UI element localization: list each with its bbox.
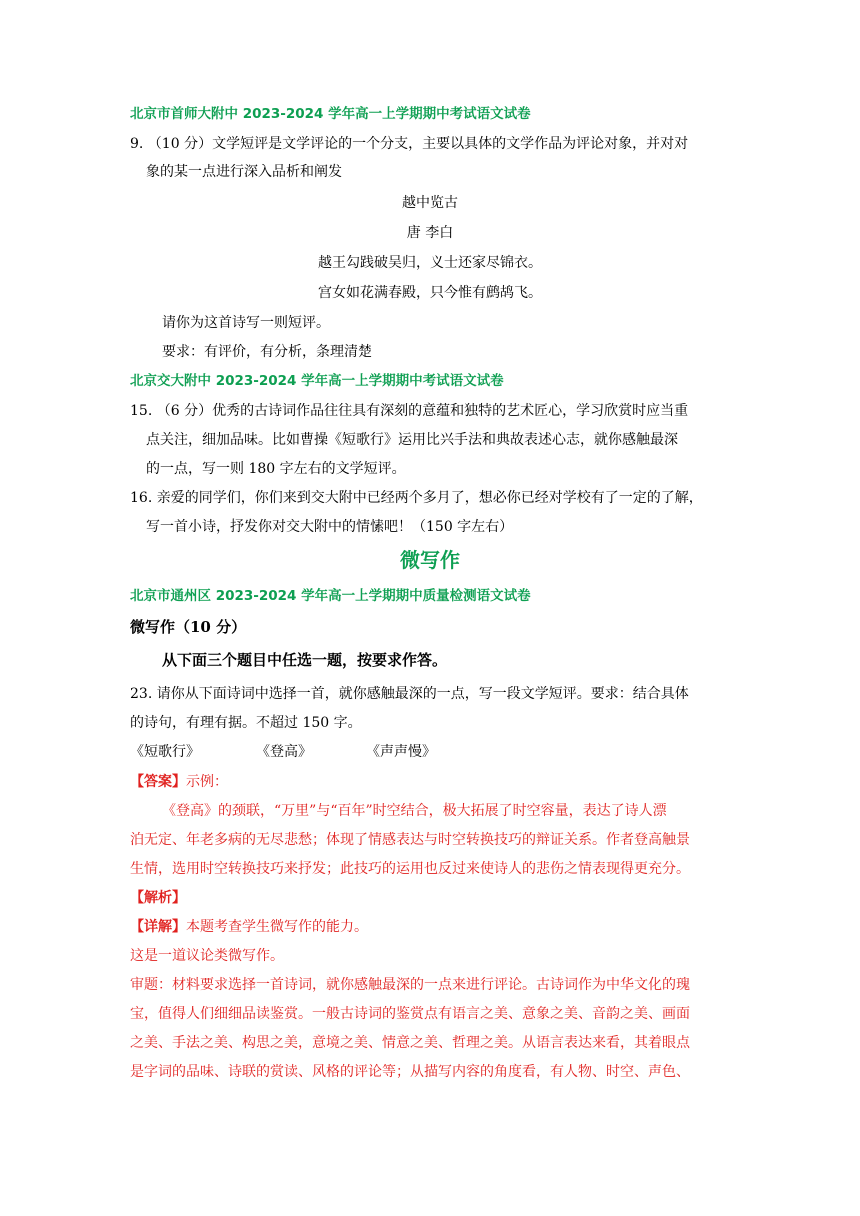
answer-label-tail: 示例： bbox=[186, 774, 228, 790]
detail-label: 【详解】 bbox=[130, 919, 186, 935]
answer-line: 《登高》的颈联，“万里”与“百年”时空结合，极大拓展了时空容量，表达了诗人漂 bbox=[162, 803, 667, 819]
answer-label: 【答案】 bbox=[130, 774, 186, 790]
answer-line: 泊无定、年老多病的无尽悲愁；体现了情感表达与时空转换技巧的辩证关系。作者登高触景 bbox=[130, 832, 690, 848]
detail-line: 这是一道议论类微写作。 bbox=[130, 948, 284, 964]
answer-header bbox=[130, 772, 228, 792]
answer-line: 生情，选用时空转换技巧来抒发；此技巧的运用也反过来使诗人的悲伤之情表现得更充分。 bbox=[130, 861, 690, 877]
source-label: 北京市通州区 2023-2024 学年高一上学期期中质量检测语文试卷 bbox=[130, 588, 531, 604]
question-16-line: 16. 亲爱的同学们，你们来到交大附中已经两个多月了，想必你已经对学校有了一定的了解， bbox=[130, 490, 703, 506]
poem-option: 《登高》 bbox=[256, 744, 312, 760]
detail-label-tail: 本题考查学生微写作的能力。 bbox=[186, 919, 368, 935]
poem-line: 宫女如花满春殿，只今惟有鹧鸪飞。 bbox=[318, 285, 542, 301]
question-23-line: 的诗句，有理有据。不超过 150 字。 bbox=[130, 715, 362, 731]
question-23-line: 23. 请你从下面诗词中选择一首，就你感触最深的一点，写一段文学短评。要求：结合具体 bbox=[130, 686, 689, 702]
question-9-ask: 请你为这首诗写一则短评。 bbox=[162, 315, 330, 331]
question-15-line: 点关注，细加品味。比如曹操《短歌行》运用比兴手法和典故表述心志，就你感触最深 bbox=[146, 432, 678, 448]
question-9-line: 象的某一点进行深入品析和阐发 bbox=[146, 164, 342, 180]
question-9-requirement: 要求：有评价，有分析，条理清楚 bbox=[162, 344, 372, 360]
source-label: 北京市首师大附中 2023-2024 学年高一上学期期中考试语文试卷 bbox=[130, 106, 531, 122]
poem-option: 《声声慢》 bbox=[366, 744, 436, 760]
detail-header bbox=[130, 917, 368, 937]
detail-line: 审题：材料要求选择一首诗词，就你感触最深的一点来进行评论。古诗词作为中华文化的瑰 bbox=[130, 977, 690, 993]
analysis-label: 【解析】 bbox=[130, 890, 186, 906]
detail-line: 宝，值得人们细细品读鉴赏。一般古诗词的鉴赏点有语言之美、意象之美、音韵之美、画面 bbox=[130, 1006, 690, 1022]
poem-line: 越王勾践破吴归，义士还家尽锦衣。 bbox=[318, 255, 542, 271]
poem-author: 唐 李白 bbox=[406, 225, 454, 241]
micro-writing-instruction: 从下面三个题目中任选一题，按要求作答。 bbox=[162, 651, 448, 669]
question-9-line: 9. （10 分）文学短评是文学评论的一个分支，主要以具体的文学作品为评论对象，并对对 bbox=[130, 136, 689, 152]
section-heading: 微写作 bbox=[400, 548, 460, 572]
detail-line: 是字词的品味、诗联的赏读、风格的评论等；从描写内容的角度看，有人物、时空、声色、 bbox=[130, 1064, 690, 1080]
poem-option: 《短歌行》 bbox=[130, 744, 200, 760]
micro-writing-title: 微写作（10 分） bbox=[130, 618, 247, 636]
question-15-line: 的一点，写一则 180 字左右的文学短评。 bbox=[146, 461, 406, 477]
question-15-line: 15. （6 分）优秀的古诗词作品往往具有深刻的意蕴和独特的艺术匠心，学习欣赏时应当重 bbox=[130, 403, 689, 419]
question-16-line: 写一首小诗，抒发你对交大附中的情愫吧！（150 字左右） bbox=[146, 519, 514, 535]
source-label: 北京交大附中 2023-2024 学年高一上学期期中考试语文试卷 bbox=[130, 373, 504, 389]
poem-title: 越中览古 bbox=[402, 195, 458, 211]
detail-line: 之美、手法之美、构思之美，意境之美、情意之美、哲理之美。从语言表达来看，其着眼点 bbox=[130, 1035, 690, 1051]
